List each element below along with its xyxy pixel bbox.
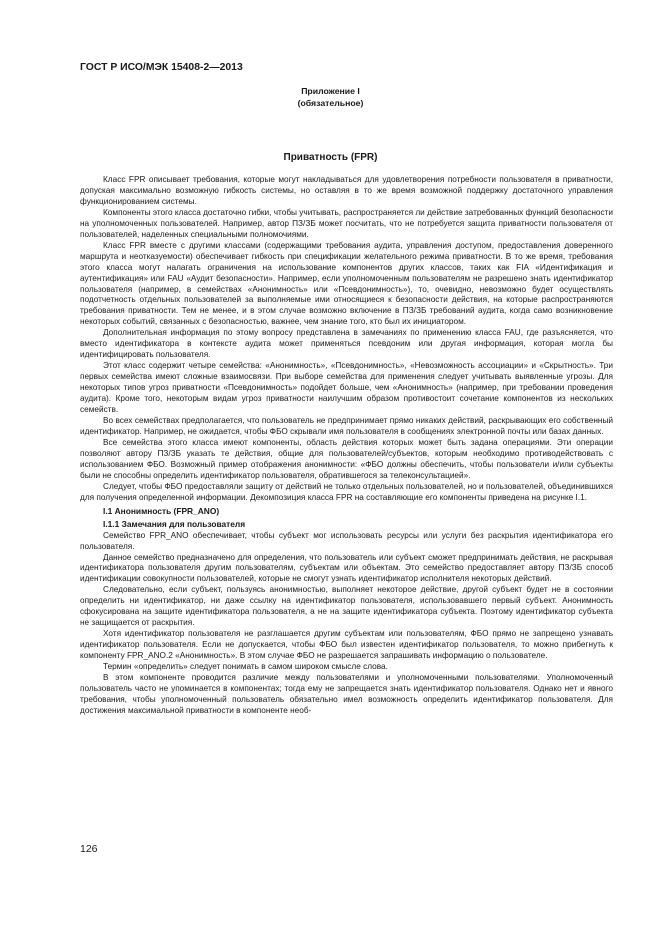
body-paragraph: Хотя идентификатор пользователя не разглашается другим субъектам или пользователям, ФБО прямо не запрещено узнавать идентификатор пользователя. Если не допускается, чтобы ФБО был известен идентификатор пользователя, то можно прибегнуть к компоненту FPR_ANO.2 «Анонимность». В этом случае ФБО не разрешается запрашивать информацию о пользователе. (80, 629, 613, 661)
body-paragraph: Данное семейство предназначено для определения, что пользователь или субъект сможет предпринимать действия, не раскрывая идентификатора пользователя другим пользователям, субъектам или объектам. Это семейство предоставляет автору ПЗ/ЗБ способ идентификации совокупности пользователей, которые не смогут узнать идентификатор исполнителя некоторых действий. (80, 552, 613, 584)
body-paragraph: Этот класс содержит четыре семейства: «Анонимность», «Псевдонимность», «Невозможность ассоциации» и «Скрытность». Три первых семейства имеют сложные взаимосвязи. При выборе семейства для применения следует учитывать выявленные угрозы. Для некоторых типов угроз приватности «Псевдонимность» подойдет больше, чем «Анонимность» (например, при требовании проведения аудита). Кроме того, некоторым видам угроз приватности наилучшим образом противостоит сочетание компонентов из нескольких семейств. (80, 361, 613, 415)
annex-status: (обязательное) (297, 97, 364, 108)
body-paragraph: Класс FPR вместе с другими классами (содержащими требования аудита, управления доступом, предоставления доверенного маршрута и неотказуемости) обеспечивает гибкость при спецификации желательного режима приватности. В то же время, требования этого класса могут налагать ограничения на использование компонентов других классов, таких как FIA «Идентификация и аутентификация» или FAU «Аудит безопасности». Например, если уполномоченным пользователям не разрешено знать идентификатор пользователя (например, в семействах «Анонимность» или «Псевдонимность»), то, очевидно, невозможно будет осуществлять подотчетность отдельных пользователей за выполняемые ими относящиеся к безопасности действия, на которые распространяются требования приватности. Тем не менее, и в этом случае возможно включение в ПЗ/ЗБ требований аудита, когда само возникновение некоторых событий, связанных с безопасностью, важнее, чем знание того, кто был их инициатором. (80, 240, 613, 327)
page-number: 126 (80, 843, 98, 855)
body-paragraph: Термин «определить» следует понимать в самом широком смысле слова. (103, 662, 388, 672)
body-paragraph: Класс FPR описывает требования, которые могут накладываться для удовлетворения потребности пользователя в приватности, допуская максимально возможную гибкость системы, но оставляя в то же время возможной поддержку достаточного управления функционированием системы. (80, 175, 613, 206)
annex-block (0, 86, 661, 109)
body-paragraph: Во всех семействах предполагается, что пользователь не предпринимает прямо никаких действий, раскрывающих его собственный идентификатор. Например, не ожидается, чтобы ФБО скрывали имя пользователя в сообщениях электронной почты или базах данных. (80, 415, 613, 436)
document-body (80, 175, 613, 717)
subsection-heading-user-notes: I.1.1 Замечания для пользователя (103, 518, 246, 529)
body-paragraph: Компоненты этого класса достаточно гибки, чтобы учитывать, распространяется ли действие затребованных функций безопасности на уполномоченных пользователей. Например, автор ПЗ/ЗБ может посчитать, что не потребуется защита приватности пользователя от пользователей, наделенных специальными полномочиями. (80, 207, 613, 239)
standard-code-header: ГОСТ Р ИСО/МЭК 15408-2—2013 (80, 62, 243, 73)
body-paragraph: Все семейства этого класса имеют компоненты, область действия которых может быть задана операциями. Эти операции позволяют автору ПЗ/ЗБ указать те действия, общие для пользователей/субъектов, которым необходимо противодействовать с использованием ФБО. Возможный пример отображения анонимности: «ФБО должны обеспечить, чтобы пользователи и/или субъекты были не способны определить идентификатор пользователя, обратившегося за телеконсультацией». (80, 437, 613, 480)
subsection-heading-anonymity: I.1 Анонимность (FPR_ANO) (103, 505, 220, 516)
section-title: Приватность (FPR) (283, 152, 378, 163)
body-paragraph: Семейство FPR_ANO обеспечивает, чтобы субъект мог использовать ресурсы или услуги без раскрытия идентификатора его пользователя. (80, 530, 613, 551)
body-paragraph: В этом компоненте проводится различие между пользователями и уполномоченными пользователями. Уполномоченный пользователь часто не упоминается в компонентах; тогда ему не запрещается знать идентификатор пользователя. Однако нет и явного требования, чтобы уполномоченный пользователь обязательно имел возможность определить идентификатор пользователя. Для достижения максимальной приватности в компоненте необ- (80, 672, 613, 715)
body-paragraph: Следовательно, если субъект, пользуясь анонимностью, выполняет некоторое действие, другой субъект будет не в состоянии определить ни идентификатор, ни даже ссылку на идентификатор пользователя, использовавшего первый субъект. Анонимность сфокусирована на защите идентификатора пользователя, а не на защите идентификатора субъекта. Поэтому идентификатор субъекта не защищается от раскрытия. (80, 585, 613, 628)
body-paragraph: Дополнительная информация по этому вопросу представлена в замечаниях по применению класса FAU, где разъясняется, что вместо идентификатора в контексте аудита может применяться псевдоним или другая информация, которая могла бы идентифицировать пользователя. (80, 328, 613, 360)
annex-label: Приложение I (301, 86, 360, 96)
body-paragraph: Следует, чтобы ФБО предоставляли защиту от действий не только отдельных пользователей, но и пользователей, объединившихся для получения определенной информации. Декомпозиция класса FPR на составляющие его компоненты приведена на рисунке I.1. (80, 481, 613, 502)
